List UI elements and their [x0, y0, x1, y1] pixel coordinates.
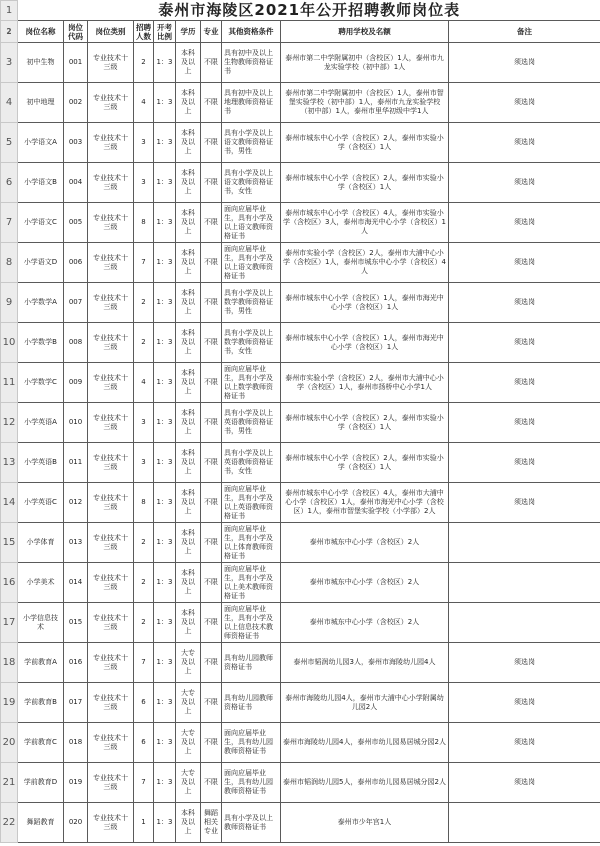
cell-code: 006	[64, 243, 88, 283]
cell-code: 002	[64, 83, 88, 123]
cell-edu: 本科及以上	[176, 203, 201, 243]
cell-count: 1	[134, 803, 154, 843]
cell-ratio: 1：3	[154, 683, 176, 723]
cell-count: 7	[134, 763, 154, 803]
cell-ratio: 1：3	[154, 363, 176, 403]
cell-ratio: 1：3	[154, 443, 176, 483]
cell-code: 020	[64, 803, 88, 843]
cell-type: 专业技术十三级	[88, 483, 134, 523]
cell-ratio: 1：3	[154, 763, 176, 803]
cell-edu: 本科及以上	[176, 403, 201, 443]
cell-schools: 泰州市实验小学（含校区）2人，泰州市大浦中心小学（含校区）1人，泰州市扬桥中心小学1人	[281, 363, 449, 403]
cell-major: 舞蹈相关专业	[201, 803, 222, 843]
cell-type: 专业技术十三级	[88, 163, 134, 203]
cell-ratio: 1：3	[154, 563, 176, 603]
cell-type: 专业技术十三级	[88, 723, 134, 763]
cell-code: 010	[64, 403, 88, 443]
cell-code: 016	[64, 643, 88, 683]
cell-type: 专业技术十三级	[88, 603, 134, 643]
cell-major: 不限	[201, 203, 222, 243]
cell-cond: 具有小学及以上英语教师资格证书，女性	[222, 443, 281, 483]
cell-count: 8	[134, 203, 154, 243]
table-row	[1, 163, 600, 203]
cell-name: 小学语文B	[18, 163, 64, 203]
cell-schools: 泰州市城东中心小学（含校区）1人，泰州市海光中心小学（含校区）1人	[281, 283, 449, 323]
table-row	[1, 403, 600, 443]
cell-code: 017	[64, 683, 88, 723]
cell-type: 专业技术十三级	[88, 763, 134, 803]
cell-cond: 具有小学及以上数学教师资格证书，女性	[222, 323, 281, 363]
cell-schools: 泰州市第二中学附属初中（含校区）1人，泰州市九龙实验学校（初中部）1人	[281, 43, 449, 83]
row-number[interactable]: 10	[1, 323, 18, 363]
cell-note	[449, 563, 600, 603]
cell-name: 小学英语A	[18, 403, 64, 443]
cell-major: 不限	[201, 563, 222, 603]
cell-note: 须选岗	[449, 643, 600, 683]
cell-edu: 本科及以上	[176, 323, 201, 363]
cell-type: 专业技术十三级	[88, 803, 134, 843]
table-title: 泰州市海陵区2021年公开招聘教师岗位表	[18, 1, 600, 21]
row-number[interactable]: 2	[1, 21, 18, 43]
cell-ratio: 1：3	[154, 803, 176, 843]
cell-type: 专业技术十三级	[88, 443, 134, 483]
cell-note: 须选岗	[449, 683, 600, 723]
cell-code: 004	[64, 163, 88, 203]
cell-edu: 本科及以上	[176, 123, 201, 163]
cell-count: 8	[134, 483, 154, 523]
cell-code: 015	[64, 603, 88, 643]
header-schools: 聘用学校及名额	[281, 21, 449, 43]
row-number[interactable]: 1	[1, 1, 18, 21]
cell-cond: 面向应届毕业生，具有小学及以上美术教师资格证书	[222, 563, 281, 603]
cell-name: 小学数学B	[18, 323, 64, 363]
cell-count: 2	[134, 523, 154, 563]
cell-edu: 本科及以上	[176, 243, 201, 283]
cell-ratio: 1：3	[154, 723, 176, 763]
row-number[interactable]: 9	[1, 283, 18, 323]
cell-type: 专业技术十三级	[88, 403, 134, 443]
cell-note: 须选岗	[449, 43, 600, 83]
cell-major: 不限	[201, 123, 222, 163]
cell-cond: 具有初中及以上地理教师资格证书	[222, 83, 281, 123]
cell-edu: 本科及以上	[176, 603, 201, 643]
cell-count: 7	[134, 643, 154, 683]
cell-type: 专业技术十三级	[88, 363, 134, 403]
cell-cond: 具有初中及以上生物教师资格证书	[222, 43, 281, 83]
cell-major: 不限	[201, 523, 222, 563]
cell-cond: 面向应届毕业生，具有小学及以上数学教师资格证书	[222, 363, 281, 403]
cell-name: 初中地理	[18, 83, 64, 123]
cell-ratio: 1：3	[154, 403, 176, 443]
cell-ratio: 1：3	[154, 243, 176, 283]
cell-ratio: 1：3	[154, 523, 176, 563]
row-number[interactable]: 8	[1, 243, 18, 283]
cell-note: 须选岗	[449, 323, 600, 363]
table-row	[1, 803, 600, 843]
cell-schools: 泰州市城东中心小学（含校区）2人，泰州市实验小学（含校区）1人	[281, 163, 449, 203]
cell-name: 小学数学C	[18, 363, 64, 403]
cell-code: 018	[64, 723, 88, 763]
cell-schools: 泰州市城东中心小学（含校区）2人，泰州市实验小学（含校区）1人	[281, 123, 449, 163]
cell-name: 学前教育C	[18, 723, 64, 763]
cell-edu: 本科及以上	[176, 803, 201, 843]
cell-cond: 具有幼儿园教师资格证书	[222, 643, 281, 683]
row-number[interactable]: 18	[1, 643, 18, 683]
cell-ratio: 1：3	[154, 323, 176, 363]
cell-ratio: 1：3	[154, 643, 176, 683]
cell-code: 012	[64, 483, 88, 523]
cell-cond: 具有小学及以上英语教师资格证书，男性	[222, 403, 281, 443]
cell-cond: 具有小学及以上数学教师资格证书，男性	[222, 283, 281, 323]
cell-major: 不限	[201, 403, 222, 443]
cell-edu: 本科及以上	[176, 483, 201, 523]
cell-name: 小学语文C	[18, 203, 64, 243]
cell-cond: 面向应届毕业生，具有幼儿园教师资格证书	[222, 723, 281, 763]
cell-edu: 本科及以上	[176, 523, 201, 563]
cell-note: 须选岗	[449, 243, 600, 283]
cell-ratio: 1：3	[154, 43, 176, 83]
table-row	[1, 643, 600, 683]
cell-major: 不限	[201, 603, 222, 643]
cell-type: 专业技术十三级	[88, 683, 134, 723]
cell-name: 学前教育D	[18, 763, 64, 803]
cell-schools: 泰州市少年宫1人	[281, 803, 449, 843]
cell-count: 2	[134, 283, 154, 323]
cell-edu: 本科及以上	[176, 163, 201, 203]
row-number[interactable]: 19	[1, 683, 18, 723]
cell-count: 4	[134, 83, 154, 123]
cell-cond: 具有小学及以上语文教师资格证书，女性	[222, 163, 281, 203]
cell-major: 不限	[201, 363, 222, 403]
row-number[interactable]: 4	[1, 83, 18, 123]
cell-major: 不限	[201, 763, 222, 803]
cell-cond: 面向应届毕业生，具有小学及以上信息技术教师资格证书	[222, 603, 281, 643]
cell-ratio: 1：3	[154, 123, 176, 163]
cell-ratio: 1：3	[154, 603, 176, 643]
cell-cond: 面向应届毕业生，具有幼儿园教师资格证书	[222, 763, 281, 803]
row-number[interactable]: 12	[1, 403, 18, 443]
cell-schools: 泰州市第二中学附属初中（含校区）1人，泰州市智堡实验学校（初中部）1人，泰州市九龙实验学校（初中部）1人，泰州市里华初级中学1人	[281, 83, 449, 123]
cell-count: 2	[134, 563, 154, 603]
row-number[interactable]: 7	[1, 203, 18, 243]
cell-cond: 具有幼儿园教师资格证书	[222, 683, 281, 723]
cell-cond: 面向应届毕业生，具有小学及以上英语教师资格证书	[222, 483, 281, 523]
cell-major: 不限	[201, 643, 222, 683]
cell-major: 不限	[201, 83, 222, 123]
cell-type: 专业技术十三级	[88, 563, 134, 603]
table-row	[1, 123, 600, 163]
cell-schools: 泰州市城东中心小学（含校区）1人，泰州市海光中心小学（含校区）1人	[281, 323, 449, 363]
cell-major: 不限	[201, 723, 222, 763]
row-number[interactable]: 14	[1, 483, 18, 523]
cell-type: 专业技术十三级	[88, 643, 134, 683]
cell-code: 007	[64, 283, 88, 323]
row-number[interactable]: 15	[1, 523, 18, 563]
table-row	[1, 683, 600, 723]
cell-schools: 泰州市海陵幼儿园4人，泰州市幼儿园易居城分园2人	[281, 723, 449, 763]
cell-count: 2	[134, 323, 154, 363]
cell-edu: 本科及以上	[176, 43, 201, 83]
table-row	[1, 723, 600, 763]
table-row	[1, 43, 600, 83]
cell-major: 不限	[201, 163, 222, 203]
cell-schools: 泰州市韬润幼儿园5人，泰州市幼儿园易居城分园2人	[281, 763, 449, 803]
cell-code: 001	[64, 43, 88, 83]
cell-type: 专业技术十三级	[88, 243, 134, 283]
cell-cond: 面向应届毕业生，具有小学及以上语文教师资格证书	[222, 203, 281, 243]
header-count: 招聘人数	[134, 21, 154, 43]
cell-type: 专业技术十三级	[88, 83, 134, 123]
cell-code: 013	[64, 523, 88, 563]
cell-schools: 泰州市海陵幼儿园4人，泰州市大浦中心小学附属幼儿园2人	[281, 683, 449, 723]
row-number[interactable]: 20	[1, 723, 18, 763]
cell-edu: 大专及以上	[176, 723, 201, 763]
table-row	[1, 83, 600, 123]
cell-edu: 本科及以上	[176, 363, 201, 403]
table-row	[1, 363, 600, 403]
cell-note	[449, 803, 600, 843]
cell-major: 不限	[201, 283, 222, 323]
cell-code: 003	[64, 123, 88, 163]
cell-count: 2	[134, 603, 154, 643]
cell-schools: 泰州市实验小学（含校区）2人，泰州市大浦中心小学（含校区）1人，泰州市城东中心小学（含校区）4人	[281, 243, 449, 283]
row-number[interactable]: 21	[1, 763, 18, 803]
cell-code: 008	[64, 323, 88, 363]
cell-type: 专业技术十三级	[88, 123, 134, 163]
cell-ratio: 1：3	[154, 483, 176, 523]
header-note: 备注	[449, 21, 600, 43]
cell-note	[449, 523, 600, 563]
cell-type: 专业技术十三级	[88, 323, 134, 363]
cell-count: 3	[134, 443, 154, 483]
cell-name: 初中生物	[18, 43, 64, 83]
cell-edu: 本科及以上	[176, 283, 201, 323]
cell-schools: 泰州市城东中心小学（含校区）2人	[281, 563, 449, 603]
row-number[interactable]: 13	[1, 443, 18, 483]
cell-count: 3	[134, 163, 154, 203]
cell-edu: 本科及以上	[176, 443, 201, 483]
cell-name: 舞蹈教育	[18, 803, 64, 843]
cell-name: 小学美术	[18, 563, 64, 603]
header-cond: 其他资格条件	[222, 21, 281, 43]
cell-edu: 大专及以上	[176, 683, 201, 723]
cell-code: 009	[64, 363, 88, 403]
cell-note: 须选岗	[449, 283, 600, 323]
row-number[interactable]: 5	[1, 123, 18, 163]
cell-name: 小学英语C	[18, 483, 64, 523]
cell-cond: 面向应届毕业生，具有小学及以上语文教师资格证书	[222, 243, 281, 283]
cell-name: 小学信息技术	[18, 603, 64, 643]
cell-major: 不限	[201, 443, 222, 483]
cell-type: 专业技术十三级	[88, 43, 134, 83]
row-number[interactable]: 6	[1, 163, 18, 203]
cell-schools: 泰州市韬润幼儿园3人，泰州市海陵幼儿园4人	[281, 643, 449, 683]
row-number[interactable]: 3	[1, 43, 18, 83]
cell-note: 须选岗	[449, 483, 600, 523]
cell-schools: 泰州市城东中心小学（含校区）2人	[281, 523, 449, 563]
cell-count: 6	[134, 723, 154, 763]
cell-schools: 泰州市城东中心小学（含校区）2人，泰州市实验小学（含校区）1人	[281, 403, 449, 443]
cell-type: 专业技术十三级	[88, 203, 134, 243]
cell-cond: 面向应届毕业生，具有小学及以上体育教师资格证书	[222, 523, 281, 563]
title-row	[1, 1, 600, 21]
table-row	[1, 243, 600, 283]
cell-major: 不限	[201, 483, 222, 523]
row-number[interactable]: 11	[1, 363, 18, 403]
cell-note: 须选岗	[449, 763, 600, 803]
cell-schools: 泰州市城东中心小学（含校区）2人，泰州市实验小学（含校区）1人	[281, 443, 449, 483]
cell-edu: 本科及以上	[176, 563, 201, 603]
cell-major: 不限	[201, 243, 222, 283]
cell-note: 须选岗	[449, 443, 600, 483]
cell-count: 2	[134, 43, 154, 83]
table-row	[1, 283, 600, 323]
table-row	[1, 563, 600, 603]
cell-note: 须选岗	[449, 723, 600, 763]
cell-major: 不限	[201, 683, 222, 723]
cell-name: 小学英语B	[18, 443, 64, 483]
cell-code: 019	[64, 763, 88, 803]
cell-edu: 大专及以上	[176, 763, 201, 803]
cell-name: 学前教育A	[18, 643, 64, 683]
row-number[interactable]: 17	[1, 603, 18, 643]
cell-name: 小学语文D	[18, 243, 64, 283]
cell-count: 3	[134, 123, 154, 163]
cell-count: 3	[134, 403, 154, 443]
cell-ratio: 1：3	[154, 163, 176, 203]
cell-note: 须选岗	[449, 163, 600, 203]
cell-name: 小学语文A	[18, 123, 64, 163]
cell-note: 须选岗	[449, 203, 600, 243]
cell-schools: 泰州市城东中心小学（含校区）4人，泰州市实验小学（含校区）3人，泰州市海光中心小学（含校区）1人	[281, 203, 449, 243]
cell-count: 7	[134, 243, 154, 283]
cell-note: 须选岗	[449, 83, 600, 123]
table-row	[1, 523, 600, 563]
cell-note: 须选岗	[449, 363, 600, 403]
cell-type: 专业技术十三级	[88, 283, 134, 323]
header-ratio: 开考比例	[154, 21, 176, 43]
table-row	[1, 763, 600, 803]
cell-count: 4	[134, 363, 154, 403]
header-edu: 学历	[176, 21, 201, 43]
cell-schools: 泰州市城东中心小学（含校区）2人	[281, 603, 449, 643]
cell-type: 专业技术十三级	[88, 523, 134, 563]
header-name: 岗位名称	[18, 21, 64, 43]
cell-edu: 本科及以上	[176, 83, 201, 123]
cell-count: 6	[134, 683, 154, 723]
cell-edu: 大专及以上	[176, 643, 201, 683]
table-row	[1, 443, 600, 483]
cell-name: 学前教育B	[18, 683, 64, 723]
table-row	[1, 483, 600, 523]
cell-cond: 具有小学及以上语文教师资格证书，男性	[222, 123, 281, 163]
cell-name: 小学数学A	[18, 283, 64, 323]
cell-ratio: 1：3	[154, 203, 176, 243]
cell-ratio: 1：3	[154, 283, 176, 323]
row-number[interactable]: 22	[1, 803, 18, 843]
header-row	[1, 21, 600, 43]
cell-note: 须选岗	[449, 403, 600, 443]
table-row	[1, 603, 600, 643]
header-type: 岗位类别	[88, 21, 134, 43]
row-number[interactable]: 16	[1, 563, 18, 603]
cell-code: 011	[64, 443, 88, 483]
cell-code: 014	[64, 563, 88, 603]
header-code: 岗位代码	[64, 21, 88, 43]
table-row	[1, 203, 600, 243]
cell-note	[449, 603, 600, 643]
cell-cond: 具有小学及以上教师资格证书	[222, 803, 281, 843]
cell-major: 不限	[201, 323, 222, 363]
cell-schools: 泰州市城东中心小学（含校区）4人，泰州市大浦中心小学（含校区）1人，泰州市海光中心小学（含校区）1人，泰州市智堡实验学校（小学部）2人	[281, 483, 449, 523]
cell-note: 须选岗	[449, 123, 600, 163]
cell-major: 不限	[201, 43, 222, 83]
header-major: 专业	[201, 21, 222, 43]
cell-code: 005	[64, 203, 88, 243]
cell-ratio: 1：3	[154, 83, 176, 123]
table-row	[1, 323, 600, 363]
cell-name: 小学体育	[18, 523, 64, 563]
